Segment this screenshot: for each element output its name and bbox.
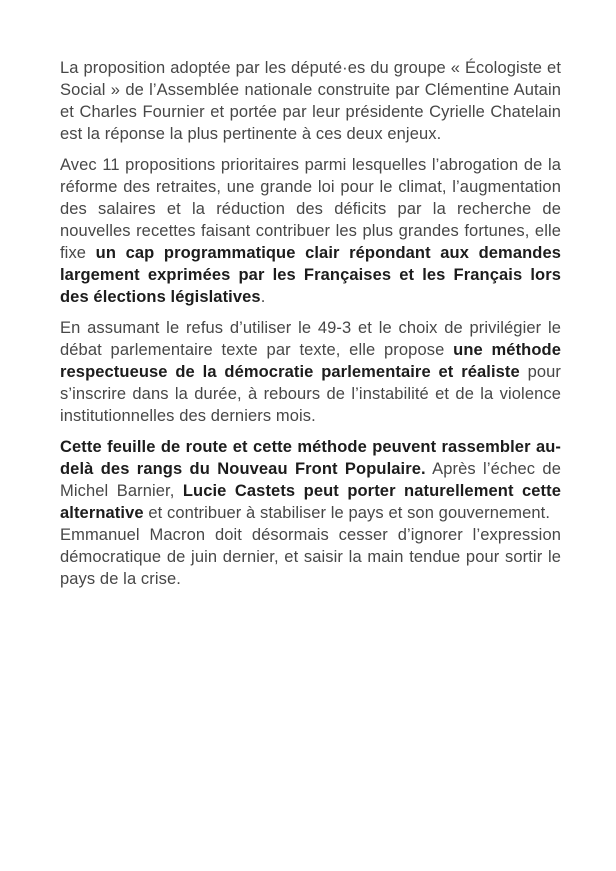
paragraph — [60, 436, 561, 590]
text-run: La proposition adoptée par les député·es du groupe « Écologiste et Social » de l’Assemblée nationale construite par Clémentine Autain et Charles Fournier et portée par leur présidente Cyrielle Chatelain est la réponse la plus pertinente à ces deux enjeux. — [60, 59, 561, 143]
paragraph — [60, 154, 561, 308]
paragraph — [60, 317, 561, 427]
text-run: Emmanuel Macron doit désormais cesser d’ignorer l’expression démocratique de juin dernier, et saisir la main tendue pour sortir le pays de la crise. — [60, 526, 561, 588]
text-run: En assumant le refus d’utiliser le 49-3 et le choix de privilégier le débat parlementaire texte par texte, elle propose — [60, 319, 561, 359]
text-run: et contribuer à stabiliser le pays et son gouvernement. — [143, 504, 551, 522]
article-body — [60, 57, 561, 599]
text-run: Avec 11 propositions prioritaires parmi lesquelles l’abrogation de la réforme des retraites, une grande loi pour le climat, l’augmentation des salaires et la réduction des déficits par la recherche de nouvelles recettes faisant contribuer les plus grandes fortunes, elle fixe — [60, 156, 561, 262]
text-run: Après l’échec de Michel Barnier, — [60, 460, 561, 500]
bold-text-run: une méthode respectueuse de la démocratie parlementaire et réaliste — [60, 341, 561, 381]
text-run: . — [260, 288, 266, 306]
paragraph — [60, 57, 561, 145]
bold-text-run: Lucie Castets peut porter naturellement cette alternative — [60, 482, 561, 522]
text-run: pour s’inscrire dans la durée, à rebours de l’instabilité et de la violence institutionnelles des derniers mois. — [60, 363, 561, 425]
bold-text-run: un cap programmatique clair répondant aux demandes largement exprimées par les Françaises et les Français lors des élections législatives — [60, 244, 562, 306]
bold-text-run: Cette feuille de route et cette méthode peuvent rassembler au-delà des rangs du Nouveau Front Populaire. — [60, 438, 561, 478]
